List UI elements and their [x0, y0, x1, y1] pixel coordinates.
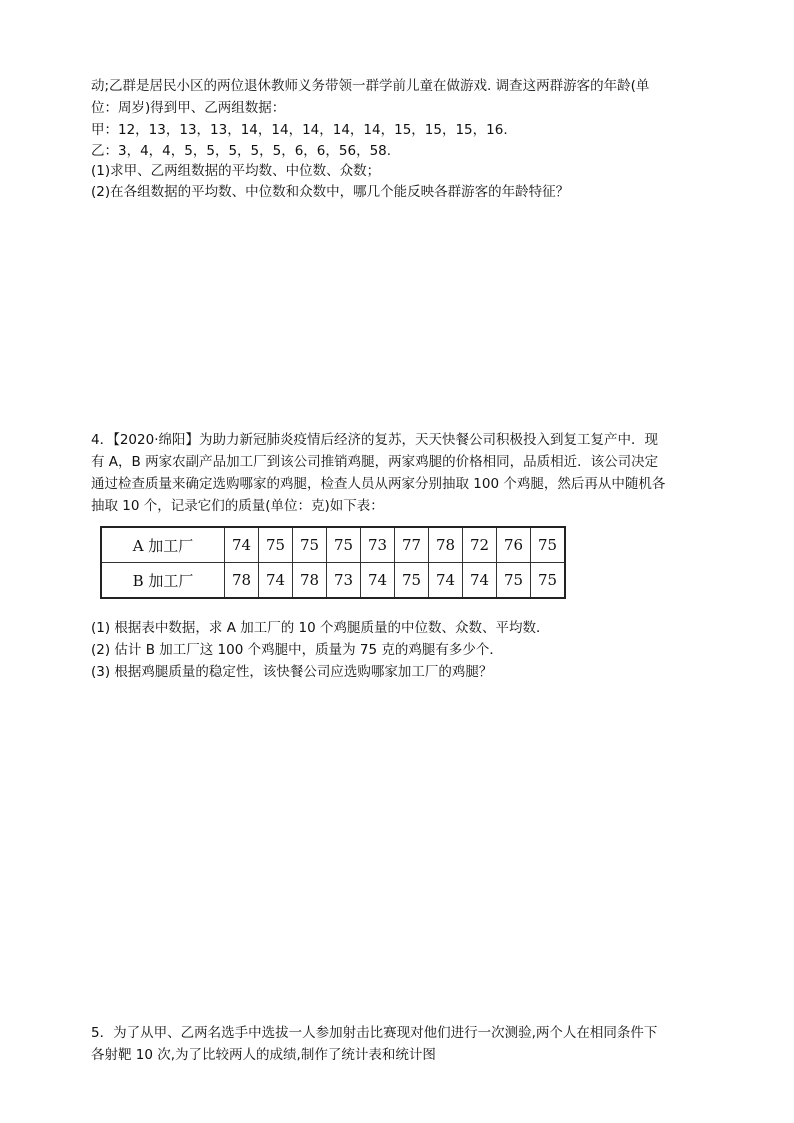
table-cell: 75	[327, 527, 361, 563]
table-cell: 78	[429, 527, 463, 563]
table-cell: 75	[531, 563, 566, 599]
table-cell: 74	[361, 563, 395, 599]
table-row	[101, 563, 565, 599]
problem3-question1: (1)求甲、乙两组数据的平均数、中位数、众数；	[91, 163, 381, 179]
table-cell: 75	[531, 527, 566, 563]
problem4-line2: 有 A，B 两家农副产品加工厂到该公司推销鸡腿，两家鸡腿的价格相同，品质相近．该公司决定	[91, 454, 659, 470]
problem4-line4: 抽取 10 个，记录它们的质量(单位：克)如下表：	[91, 498, 384, 514]
table-cell: 74	[463, 563, 497, 599]
problem3-data-yi: 乙：3，4，4，5，5，5，5，5，6，6，56，58.	[91, 143, 392, 159]
table-cell: 74	[259, 563, 293, 599]
table-cell: 78	[225, 563, 259, 599]
problem5-line2: 各射靶 10 次,为了比较两人的成绩,制作了统计表和统计图	[91, 1047, 436, 1063]
table-cell: 74	[429, 563, 463, 599]
table-row	[101, 527, 565, 563]
problem3-question2: (2)在各组数据的平均数、中位数和众数中，哪几个能反映各群游客的年龄特征？	[91, 184, 570, 200]
table-cell: 75	[395, 563, 429, 599]
table-cell: 73	[327, 563, 361, 599]
problem3-line1: 动;乙群是居民小区的两位退休教师义务带领一群学前儿童在做游戏. 调查这两群游客的年龄(单	[91, 78, 650, 94]
problem3-line2: 位：周岁)得到甲、乙两组数据：	[91, 100, 286, 116]
table-cell: 78	[293, 563, 327, 599]
table-cell: 76	[497, 527, 531, 563]
problem4-question3: (3) 根据鸡腿质量的稳定性，该快餐公司应选购哪家加工厂的鸡腿？	[91, 664, 493, 680]
problem4-line1: 4．【2020·绵阳】为助力新冠肺炎疫情后经济的复苏，天天快餐公司积极投入到复工复产中．现	[91, 432, 658, 448]
table-cell: 77	[395, 527, 429, 563]
table-row-label: B 加工厂	[101, 563, 225, 599]
table-cell: 72	[463, 527, 497, 563]
table-cell: 73	[361, 527, 395, 563]
problem4-line3: 通过检查质量来确定选购哪家的鸡腿，检查人员从两家分别抽取 100 个鸡腿，然后再从中随机各	[91, 476, 666, 492]
table-cell: 74	[225, 527, 259, 563]
chicken-weight-table	[100, 526, 566, 599]
table-row-label: A 加工厂	[101, 527, 225, 563]
problem4-question2: (2) 估计 B 加工厂这 100 个鸡腿中，质量为 75 克的鸡腿有多少个．	[91, 642, 503, 658]
problem5-line1: 5．为了从甲、乙两名选手中选拔一人参加射击比赛现对他们进行一次测验,两个人在相同条件下	[91, 1025, 658, 1041]
problem3-data-jia: 甲：12，13，13，13，14，14，14，14，14，15，15，15，16.	[91, 122, 508, 138]
table-cell: 75	[293, 527, 327, 563]
table-cell: 75	[259, 527, 293, 563]
table-cell: 75	[497, 563, 531, 599]
problem4-question1: (1) 根据表中数据，求 A 加工厂的 10 个鸡腿质量的中位数、众数、平均数．	[91, 620, 550, 636]
